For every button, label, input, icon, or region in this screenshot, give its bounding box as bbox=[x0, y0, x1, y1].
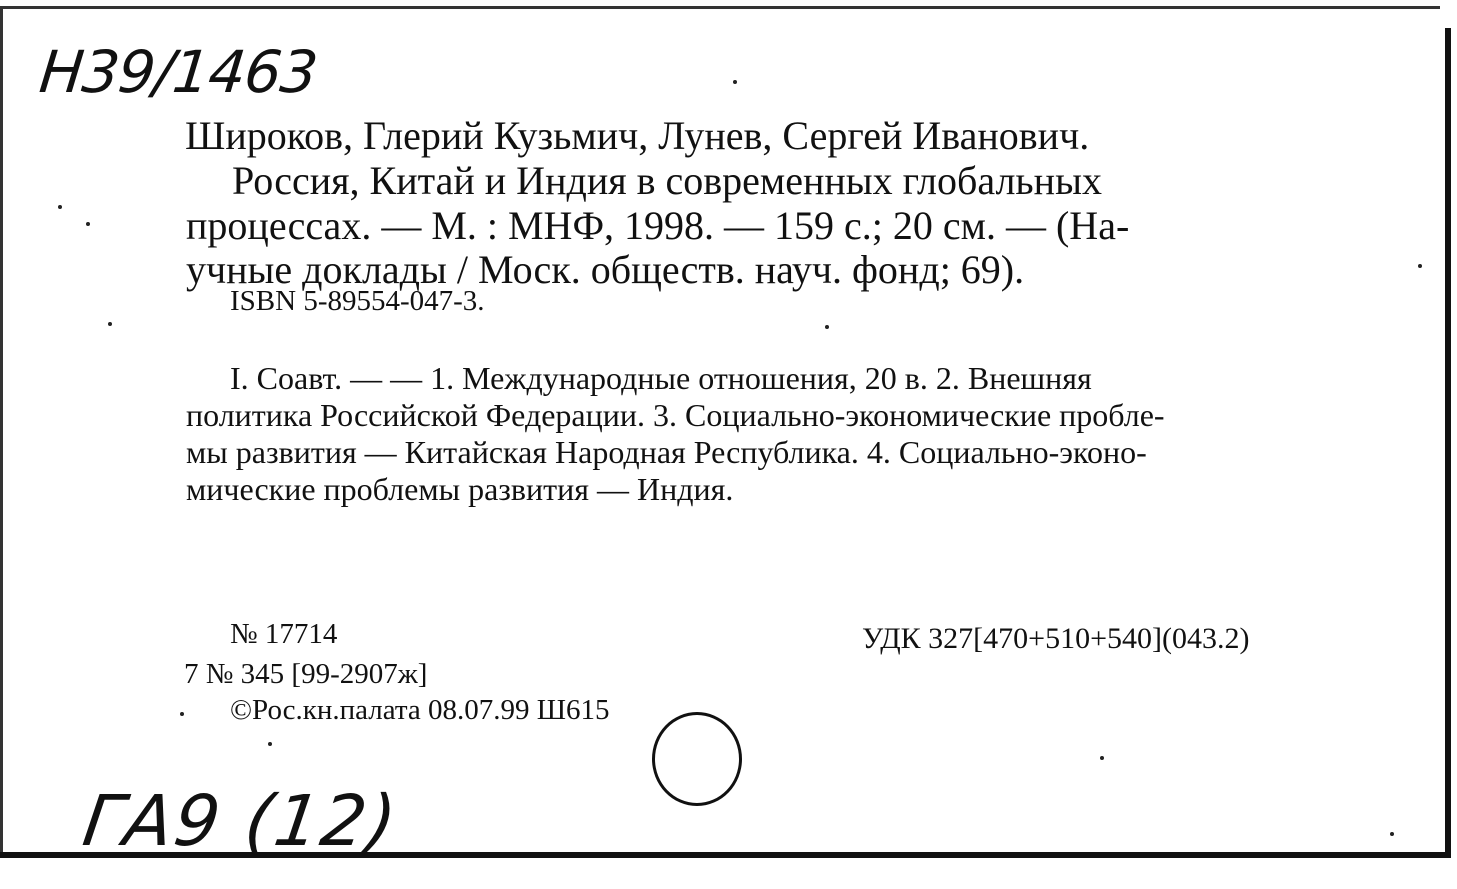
speck bbox=[1100, 756, 1104, 760]
entry-title-line-1: Россия, Китай и Индия в современных глобальных bbox=[232, 158, 1102, 203]
subject-line-1: I. Соавт. — — 1. Международные отношения, 20 в. 2. Внешняя bbox=[230, 360, 1092, 396]
card-number: № 17714 bbox=[230, 618, 338, 650]
card-border-top bbox=[0, 6, 1440, 9]
speck bbox=[825, 325, 829, 329]
speck bbox=[1390, 832, 1394, 836]
isbn: ISBN 5-89554-047-3. bbox=[230, 285, 485, 317]
card-border-right bbox=[1445, 28, 1451, 856]
speck bbox=[86, 222, 90, 226]
entry-heading: Широков, Глерий Кузьмич, Лунев, Сергей Иванович. bbox=[185, 113, 1090, 158]
speck bbox=[180, 712, 184, 716]
speck bbox=[1418, 264, 1422, 268]
circle-stamp bbox=[652, 712, 742, 806]
entry-title-line-3: учные доклады / Моск. обществ. науч. фонд; 69). bbox=[186, 247, 1025, 292]
book-chamber-line: ©Рос.кн.палата 08.07.99 Ш615 bbox=[230, 694, 610, 726]
speck bbox=[733, 80, 737, 84]
card-border-left bbox=[0, 6, 3, 856]
handwritten-call-number: Н39/1463 bbox=[36, 38, 321, 106]
handwritten-shelf-mark: ГА9 (12) bbox=[78, 780, 404, 862]
udk-classification: УДК 327[470+510+540](043.2) bbox=[862, 622, 1250, 655]
speck bbox=[268, 742, 272, 746]
speck bbox=[108, 322, 112, 326]
subject-line-3: мы развития — Китайская Народная Республика. 4. Социально-эконо- bbox=[186, 434, 1147, 470]
subject-line-2: политика Российской Федерации. 3. Социально-экономические пробле- bbox=[186, 397, 1165, 433]
speck bbox=[58, 205, 62, 209]
order-number: 7 № 345 [99-2907ж] bbox=[184, 658, 428, 690]
subject-line-4: мические проблемы развития — Индия. bbox=[186, 471, 734, 507]
entry-title-line-2: процессах. — М. : МНФ, 1998. — 159 с.; 20 см. — (На- bbox=[186, 203, 1130, 248]
